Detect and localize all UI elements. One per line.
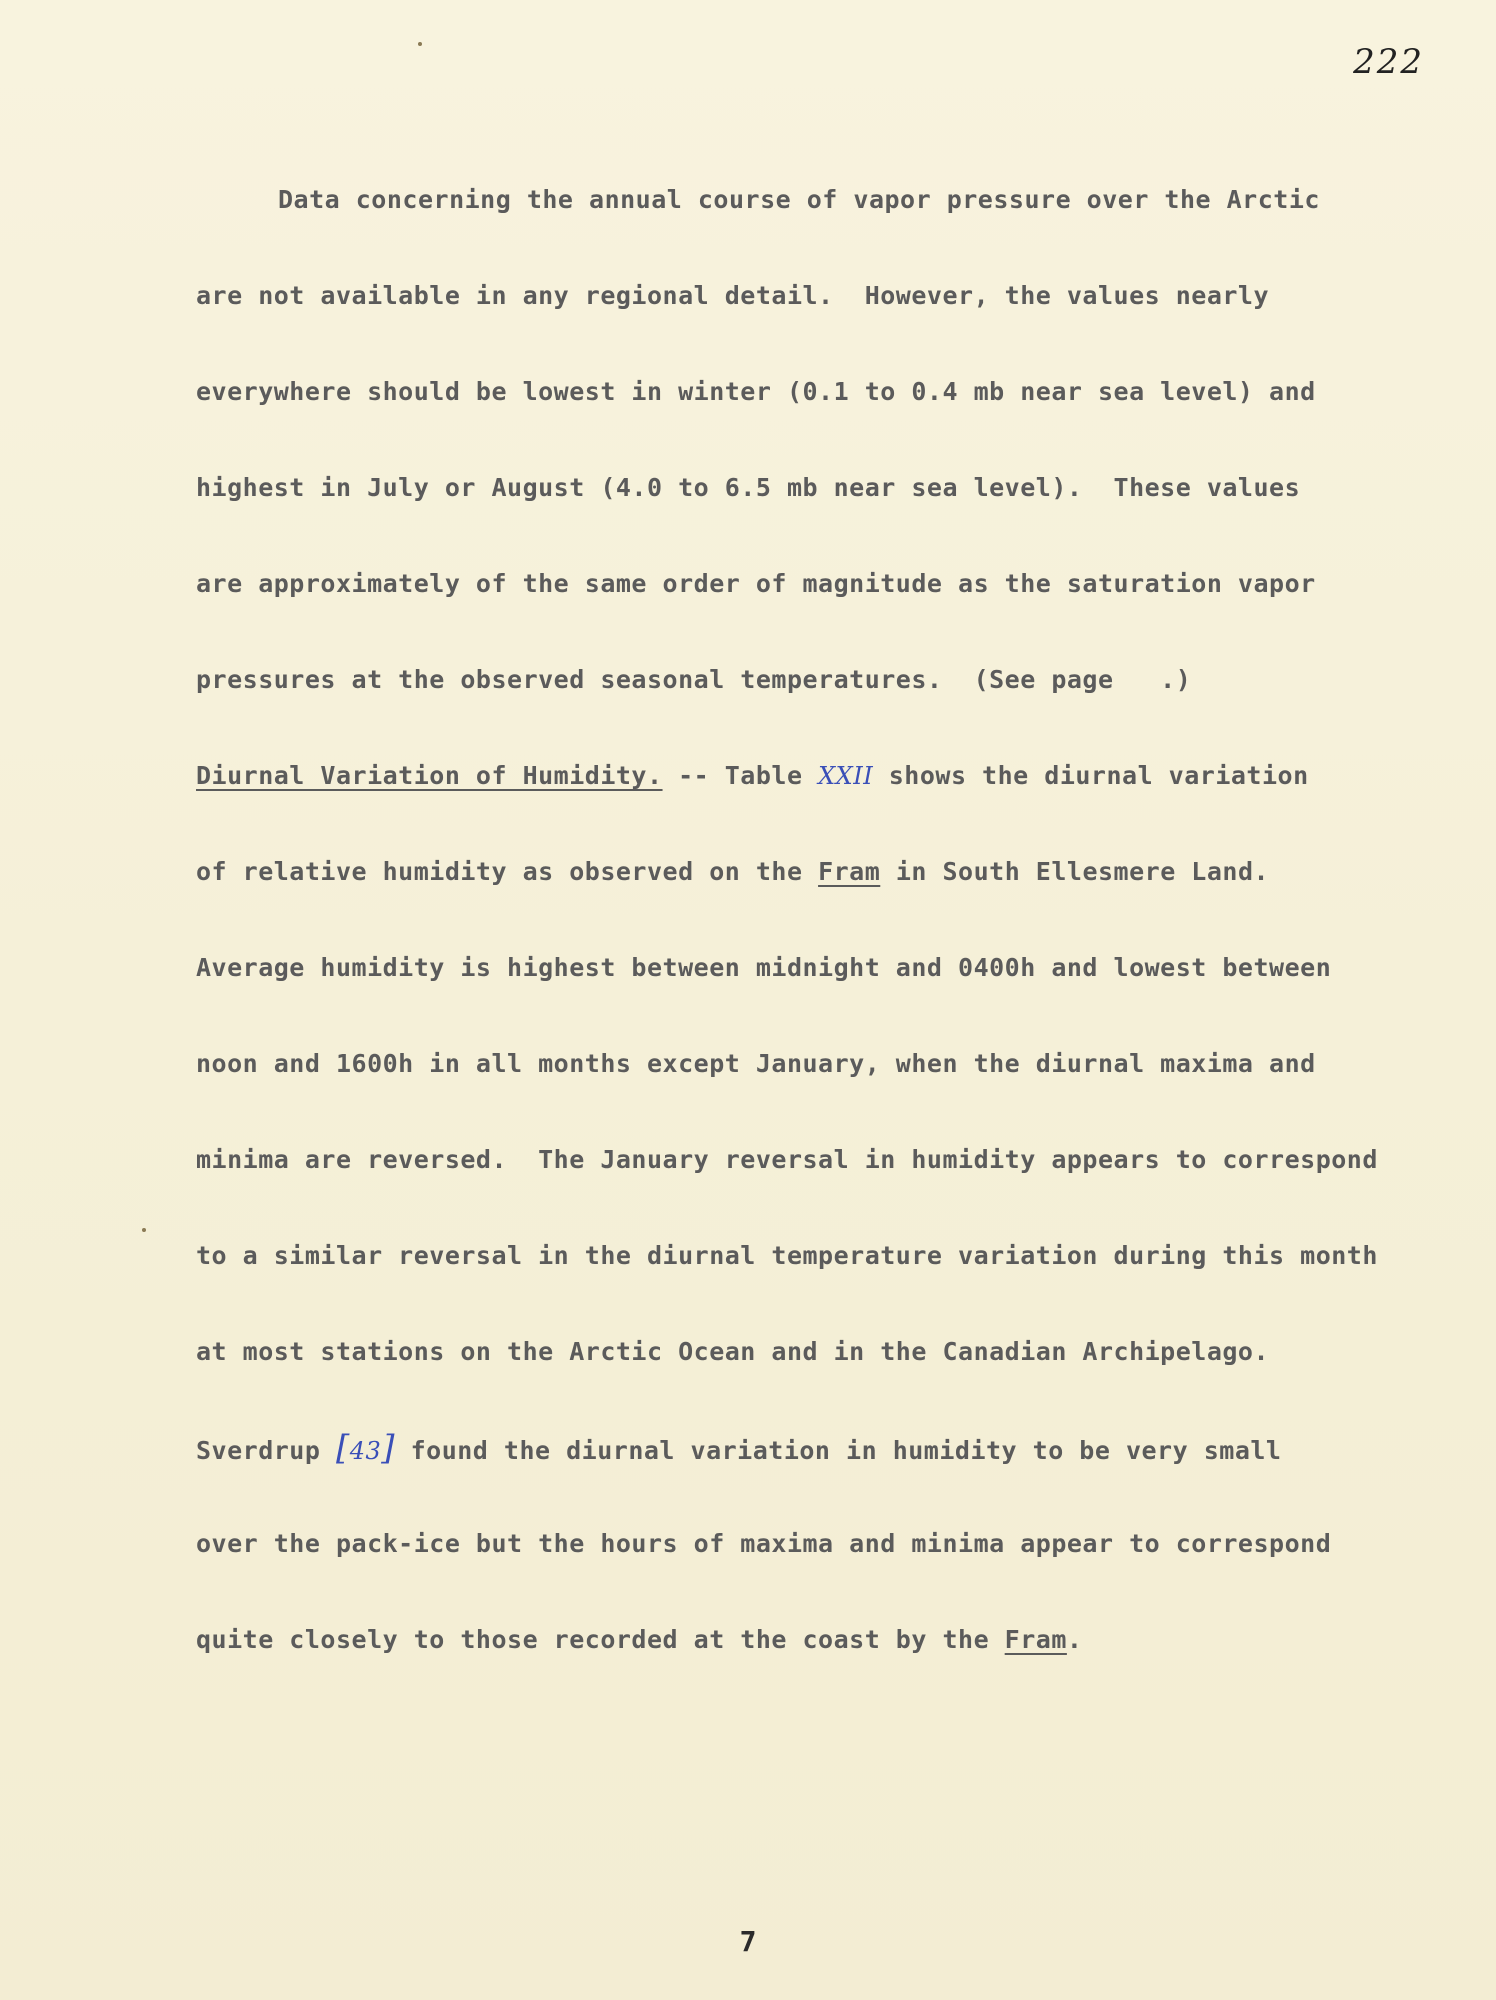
section-heading-line [196,728,1436,824]
text-line: are not available in any regional detail. However, the values nearly [196,281,1270,310]
paper-speck [418,42,422,46]
text-line: Data concerning the annual course of vapor pressure over the Arctic [278,185,1320,214]
text-span: -- Table [662,761,819,790]
text-line: at most stations on the Arctic Ocean and in the Canadian Archipelago. [196,1337,1270,1366]
text-line: over the pack-ice but the hours of maxima and minima appear to correspond [196,1529,1332,1558]
handwritten-bracket-left: [ [335,1428,350,1468]
text-line [196,1592,1436,1688]
handwritten-table-ref: XXII [818,762,874,790]
text-span: shows the diurnal variation [873,761,1309,790]
text-line: are approximately of the same order of magnitude as the saturation vapor [196,569,1316,598]
text-span: quite closely to those recorded at the coast by the [196,1625,1005,1654]
text-line: noon and 1600h in all months except January, when the diurnal maxima and [196,1049,1316,1078]
text-span: . [1066,1625,1083,1654]
page-number: 7 [739,1925,757,1958]
text-line [196,824,1436,920]
typed-text-body [196,152,1436,1688]
text-line: highest in July or August (4.0 to 6.5 mb near sea level). These values [196,473,1301,502]
text-span: found the diurnal variation in humidity to be very small [395,1436,1282,1465]
paper-speck [142,1228,146,1232]
text-span: Sverdrup [196,1436,336,1465]
handwritten-reference-number: 43 [349,1437,382,1465]
text-line: Average humidity is highest between midnight and 0400h and lowest between [196,953,1332,982]
ship-name: Fram [1004,1625,1067,1654]
text-line: to a similar reversal in the diurnal temperature variation during this month [196,1241,1378,1270]
text-span: of relative humidity as observed on the [196,857,819,886]
section-heading: Diurnal Variation of Humidity. [196,761,663,790]
handwritten-bracket-right: ] [381,1428,396,1468]
corner-page-number: 222 [1353,42,1424,82]
text-line: minima are reversed. The January reversal in humidity appears to correspond [196,1145,1378,1174]
text-line: pressures at the observed seasonal temperatures. (See page .) [196,665,1192,694]
text-line: everywhere should be lowest in winter (0.1 to 0.4 mb near sea level) and [196,377,1316,406]
ship-name: Fram [818,857,881,886]
text-span: in South Ellesmere Land. [880,857,1270,886]
text-line [196,1400,1436,1496]
